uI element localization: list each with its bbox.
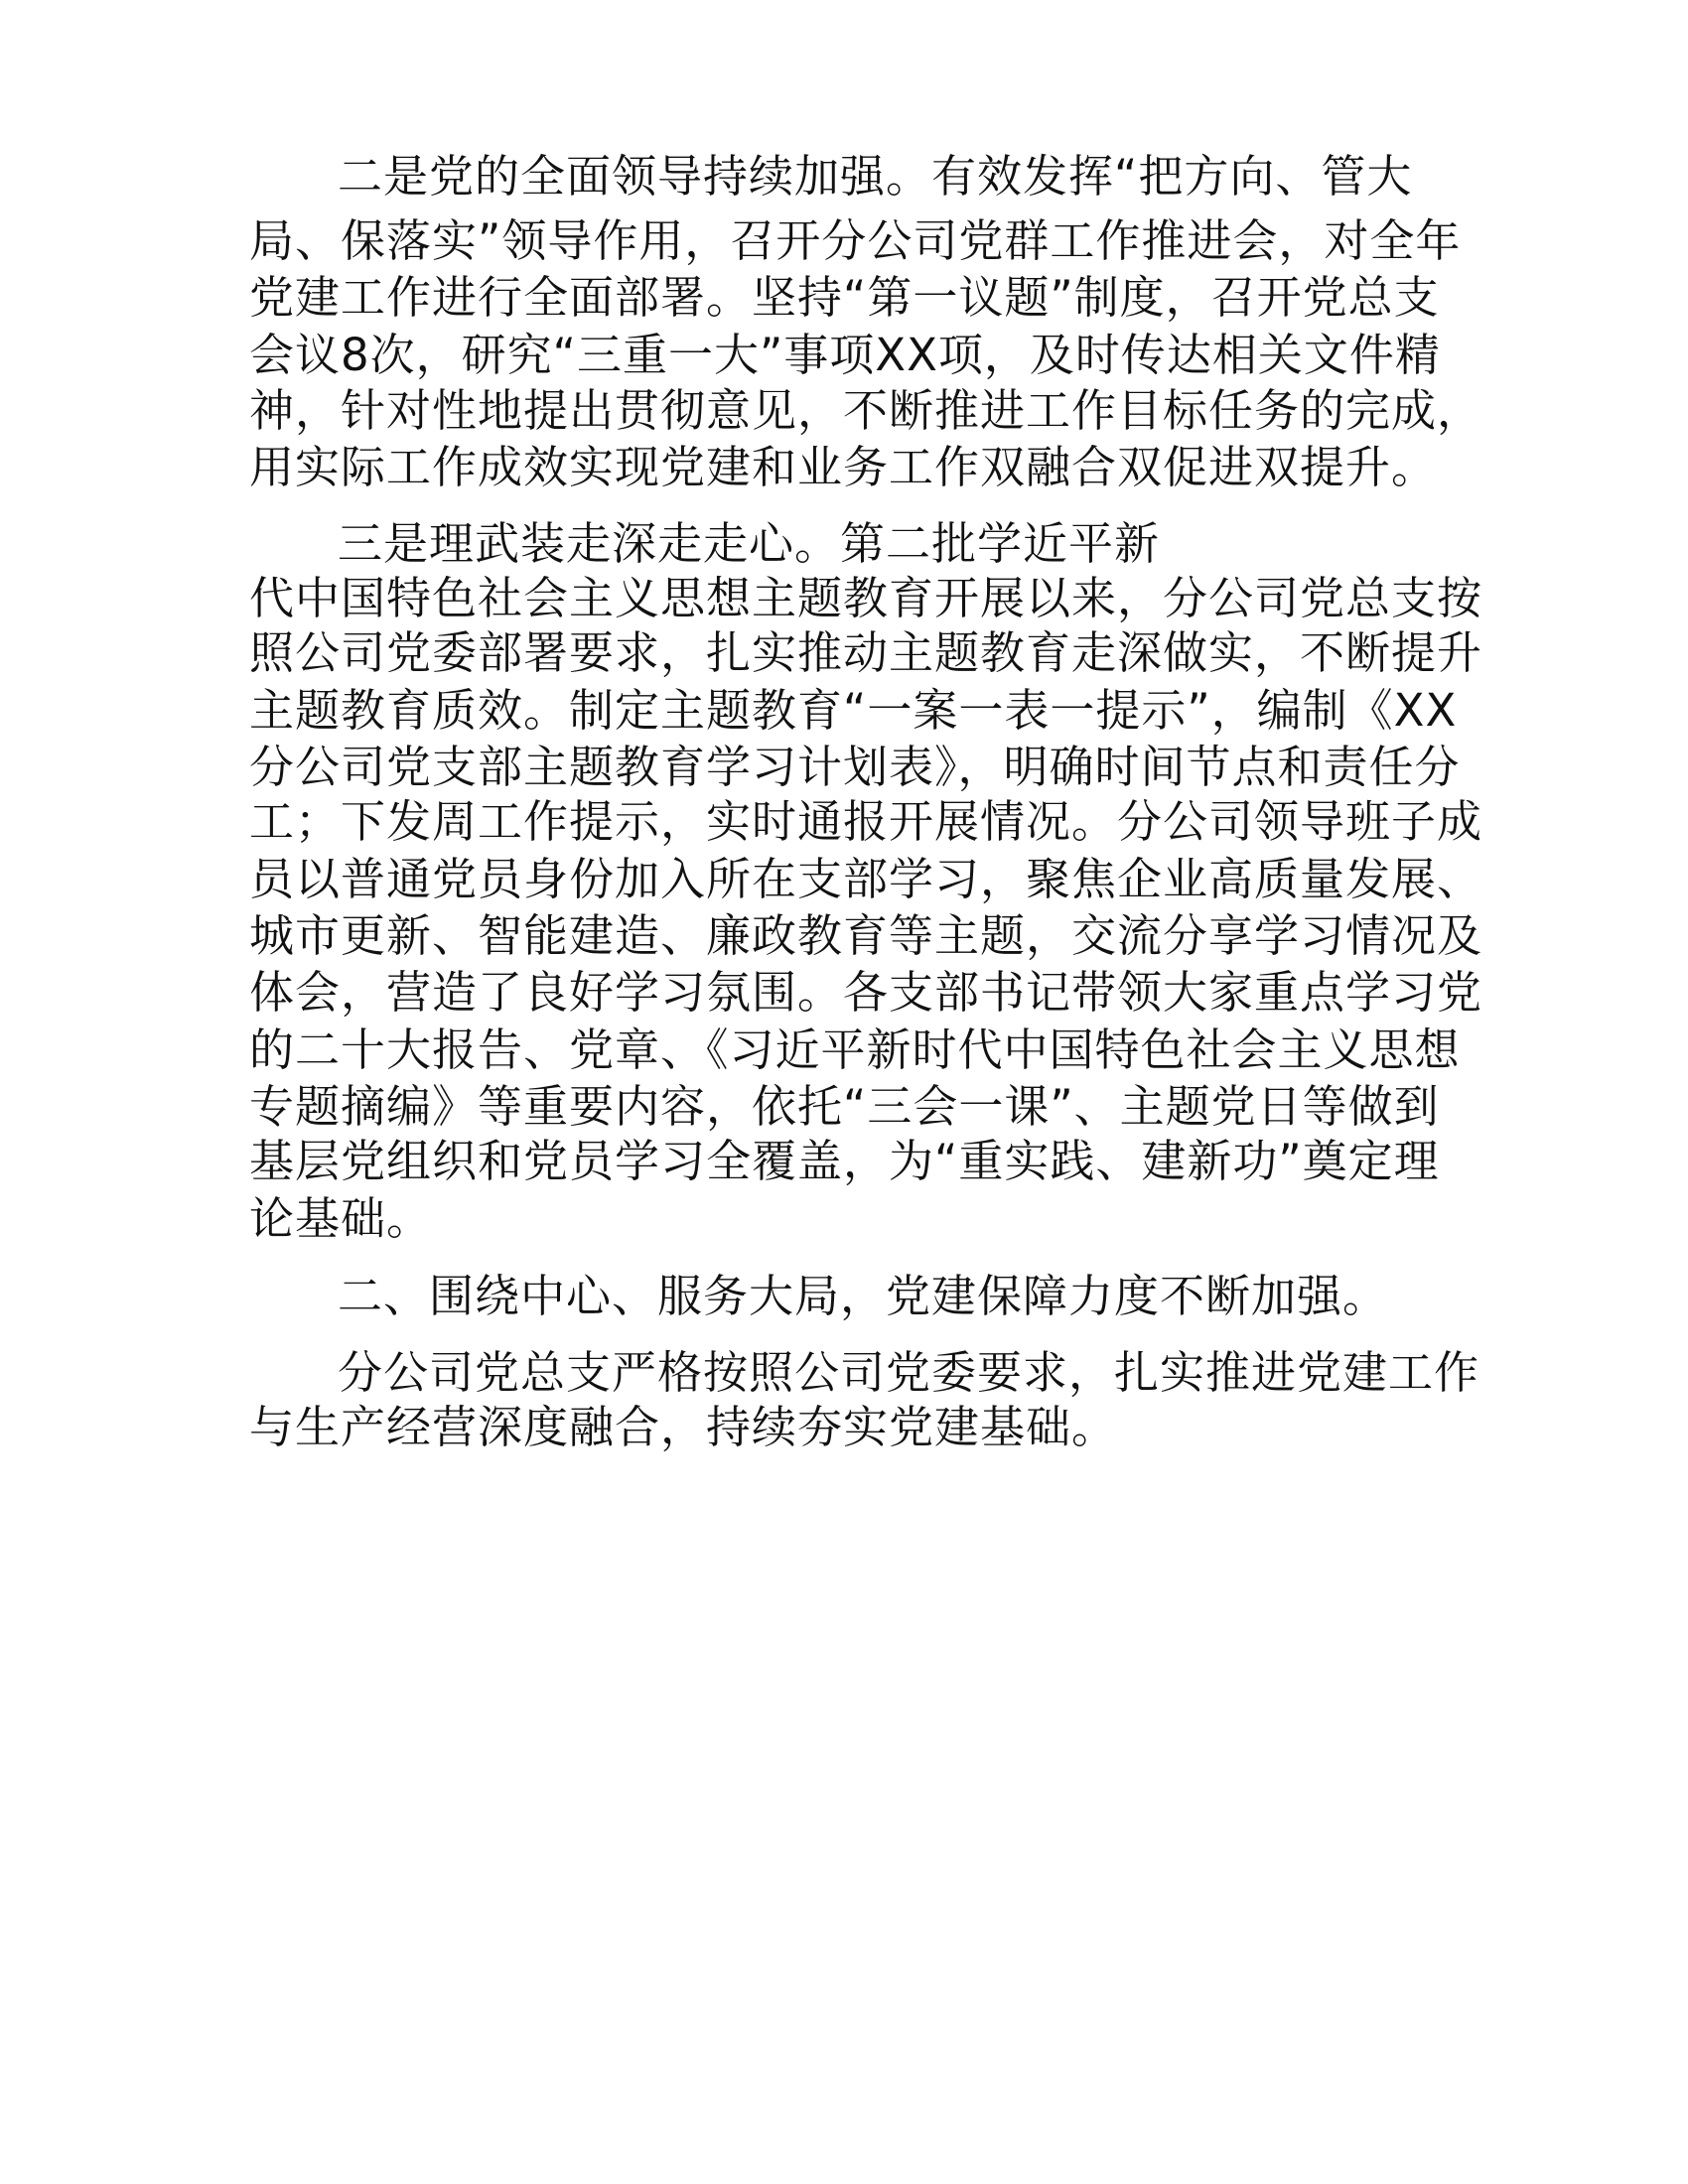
paragraph-line: 局、保落实”领导作用，召开分公司党群工作推进会，对全年 <box>249 214 1462 267</box>
paragraph-line: 三是理武装走深走走心。第二批学近平新 <box>338 517 1161 570</box>
paragraph-line: 主题教育质效。制定主题教育“一案一表一提示”，编制《XX <box>249 684 1458 737</box>
paragraph-line: 会议8次，研究“三重一大”事项XX项，及时传达相关文件精 <box>249 329 1441 381</box>
paragraph-line: 二、围绕中心、服务大局，党建保障力度不断加强。 <box>338 1270 1389 1322</box>
paragraph-line: 党建工作进行全面部署。坚持“第一议题”制度，召开党总支 <box>249 271 1440 324</box>
paragraph-line: 代中国特色社会主义思想主题教育开展以来，分公司党总支按 <box>249 572 1483 624</box>
paragraph-line: 分公司党支部主题教育学习计划表》，明确时间节点和责任分 <box>249 741 1461 793</box>
paragraph-line: 分公司党总支严格按照公司党委要求，扎实推进党建工作 <box>338 1346 1480 1399</box>
paragraph-line: 神，针对性地提出贯彻意见，不断推进工作目标任务的完成， <box>249 384 1483 437</box>
paragraph-line: 工；下发周工作提示，实时通报开展情况。分公司领导班子成 <box>249 795 1483 848</box>
paragraph-line: 照公司党委部署要求，扎实推动主题教育走深做实，不断提升 <box>249 626 1483 679</box>
paragraph-line: 论基础。 <box>249 1192 433 1245</box>
paragraph-line: 与生产经营深度融合，持续夯实党建基础。 <box>249 1401 1118 1453</box>
paragraph-line: 用实际工作成效实现党建和业务工作双融合双促进双提升。 <box>249 441 1438 493</box>
paragraph-line: 基层党组织和党员学习全覆盖，为“重实践、建新功”奠定理 <box>249 1135 1440 1187</box>
paragraph-line: 体会，营造了良好学习氛围。各支部书记带领大家重点学习党 <box>249 966 1483 1019</box>
paragraph-line: 的二十大报告、党章、《习近平新时代中国特色社会主义思想 <box>249 1024 1461 1076</box>
paragraph-line: 员以普通党员身份加入所在支部学习，聚焦企业高质量发展、 <box>249 853 1483 905</box>
paragraph-line: 城市更新、智能建造、廉政教育等主题，交流分享学习情况及 <box>249 909 1483 962</box>
paragraph-line: 二是党的全面领导持续加强。有效发挥“把方向、管大 <box>338 150 1413 203</box>
paragraph-line: 专题摘编》等重要内容，依托“三会一课”、主题党日等做到 <box>249 1080 1440 1133</box>
